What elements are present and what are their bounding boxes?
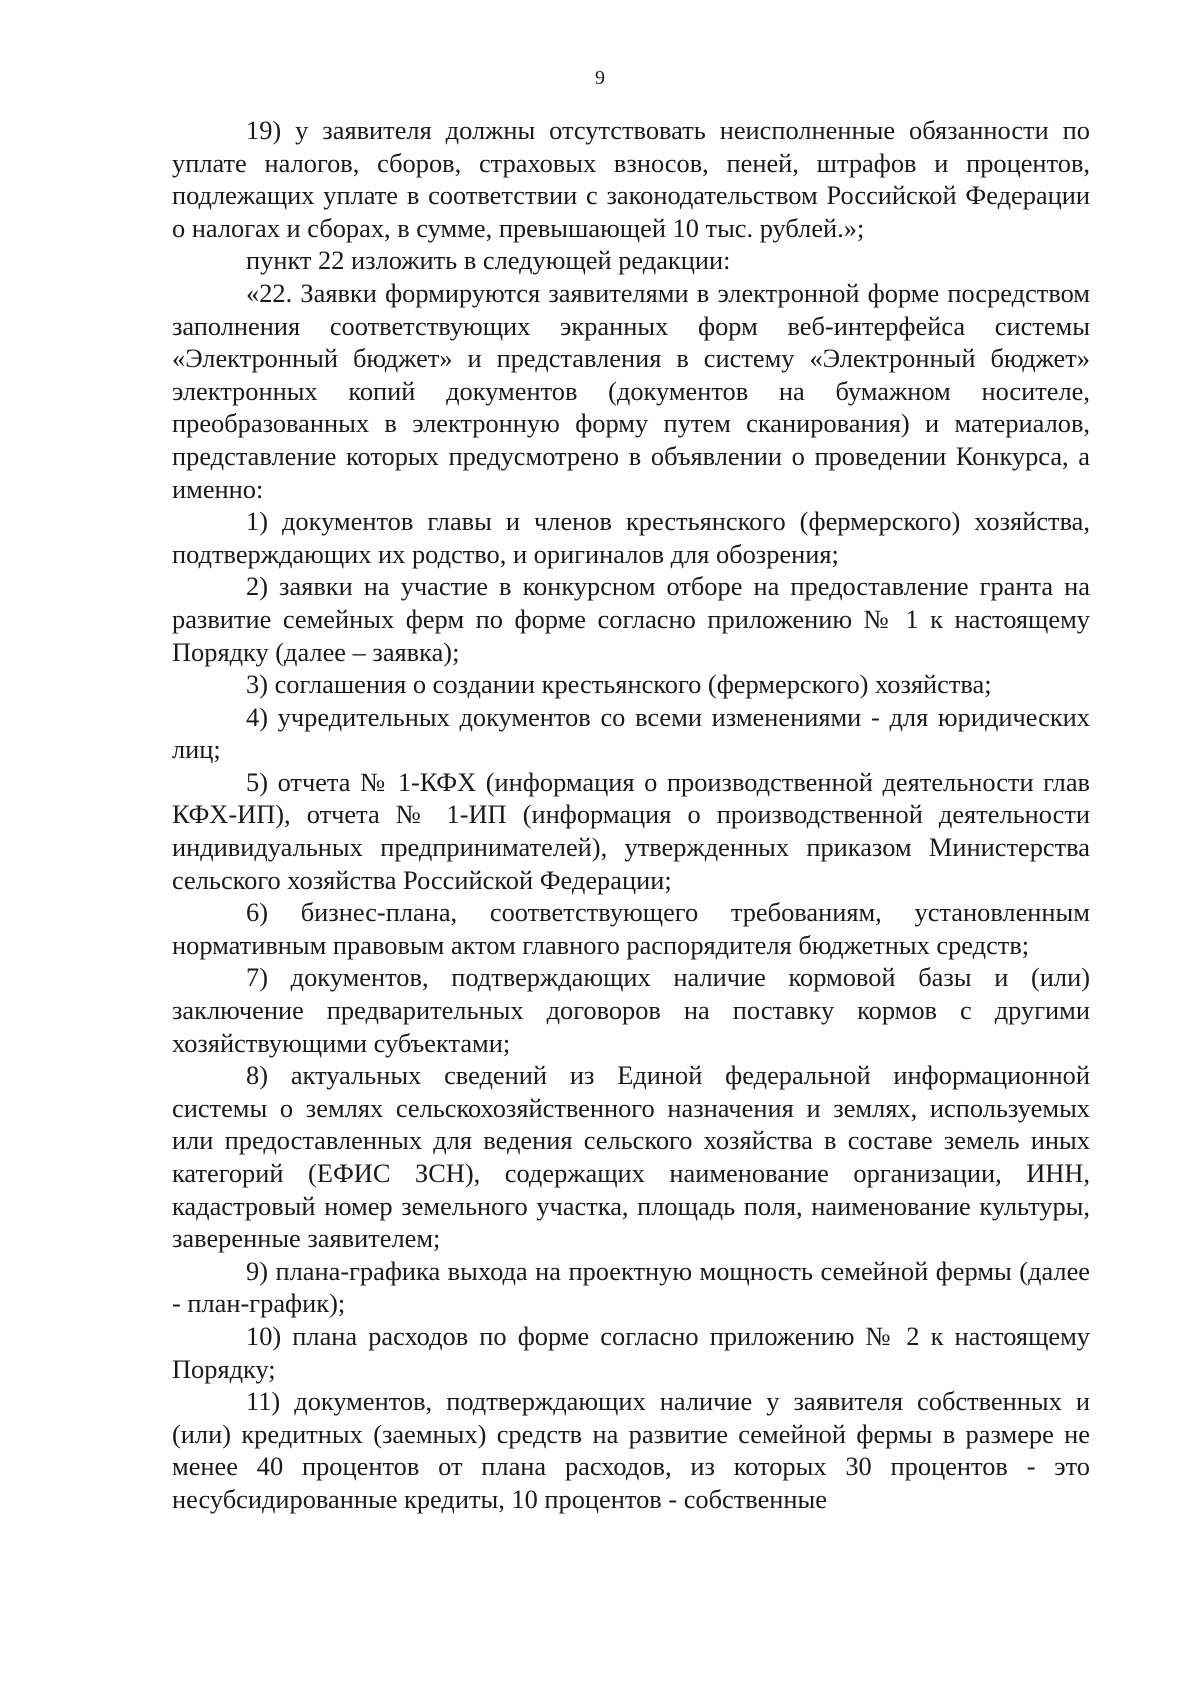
paragraph-list-item-8: 8) актуальных сведений из Единой федеральной информационной системы о землях сельскохозяйственного назначения и землях, используемых или предоставленных для ведения сельского хозяйства в составе земель иных категорий (ЕФИС ЗСН), содержащих наименование организации, ИНН, кадастровый номер земельного участка, площадь поля, наименование культуры, заверенные заявителем; [172,1060,1090,1254]
paragraph-list-item-2: 2) заявки на участие в конкурсном отборе на предоставление гранта на развитие семейных ферм по форме согласно приложению № 1 к настоящему Порядку (далее – заявка); [172,571,1090,667]
paragraph-list-item-1: 1) документов главы и членов крестьянского (фермерского) хозяйства, подтверждающих их родство, и оригиналов для обозрения; [172,506,1090,569]
paragraph-list-item-9: 9) плана-графика выхода на проектную мощность семейной фермы (далее - план-график); [172,1255,1090,1319]
paragraph-list-item-11: 11) документов, подтверждающих наличие у заявителя собственных и (или) кредитных (заемных) средств на развитие семейной фермы в размере не менее 40 процентов от плана расходов, из которых 30 процентов - это несубсидированные кредиты, 10 процентов - собственные [172,1386,1090,1514]
paragraph-list-item-10: 10) плана расходов по форме согласно приложению № 2 к настоящему Порядку; [172,1320,1090,1384]
paragraph-list-item-3: 3) соглашения о создании крестьянского (фермерского) хозяйства; [246,669,992,700]
paragraph-list-item-5: 5) отчета № 1-КФХ (информация о производственной деятельности глав КФХ-ИП), отчета № 1-ИП (информация о производственной деятельности индивидуальных предпринимателей), утвержденных приказом Министерства сельского хозяйства Российской Федерации; [172,766,1090,895]
paragraph-clause-22: «22. Заявки формируются заявителями в электронной форме посредством заполнения соответствующих экранных форм веб-интерфейса системы «Электронный бюджет» и представления в систему «Электронный бюджет» электронных копий документов (документов на бумажном носителе, преобразованных в электронную форму путем сканирования) и материалов, представление которых предусмотрено в объявлении о проведении Конкурса, а именно: [172,277,1090,504]
paragraph-item-19: 19) у заявителя должны отсутствовать неисполненные обязанности по уплате налогов, сборов, страховых взносов, пеней, штрафов и процентов, подлежащих уплате в соответствии с законодательством Российской Федерации о налогах и сборах, в сумме, превышающей 10 тыс. рублей.»; [172,115,1090,243]
paragraph-list-item-7: 7) документов, подтверждающих наличие кормовой базы и (или) заключение предварительных договоров на поставку кормов с другими хозяйствующими субъектами; [172,962,1090,1058]
paragraph-list-item-6: 6) бизнес-плана, соответствующего требованиям, установленным нормативным правовым актом главного распорядителя бюджетных средств; [172,897,1090,960]
paragraph-list-item-4: 4) учредительных документов со всеми изменениями - для юридических лиц; [172,701,1090,765]
document-body [172,114,1090,1516]
page-number: 9 [595,67,605,89]
paragraph-amendment-intro: пункт 22 изложить в следующей редакции: [246,245,731,276]
